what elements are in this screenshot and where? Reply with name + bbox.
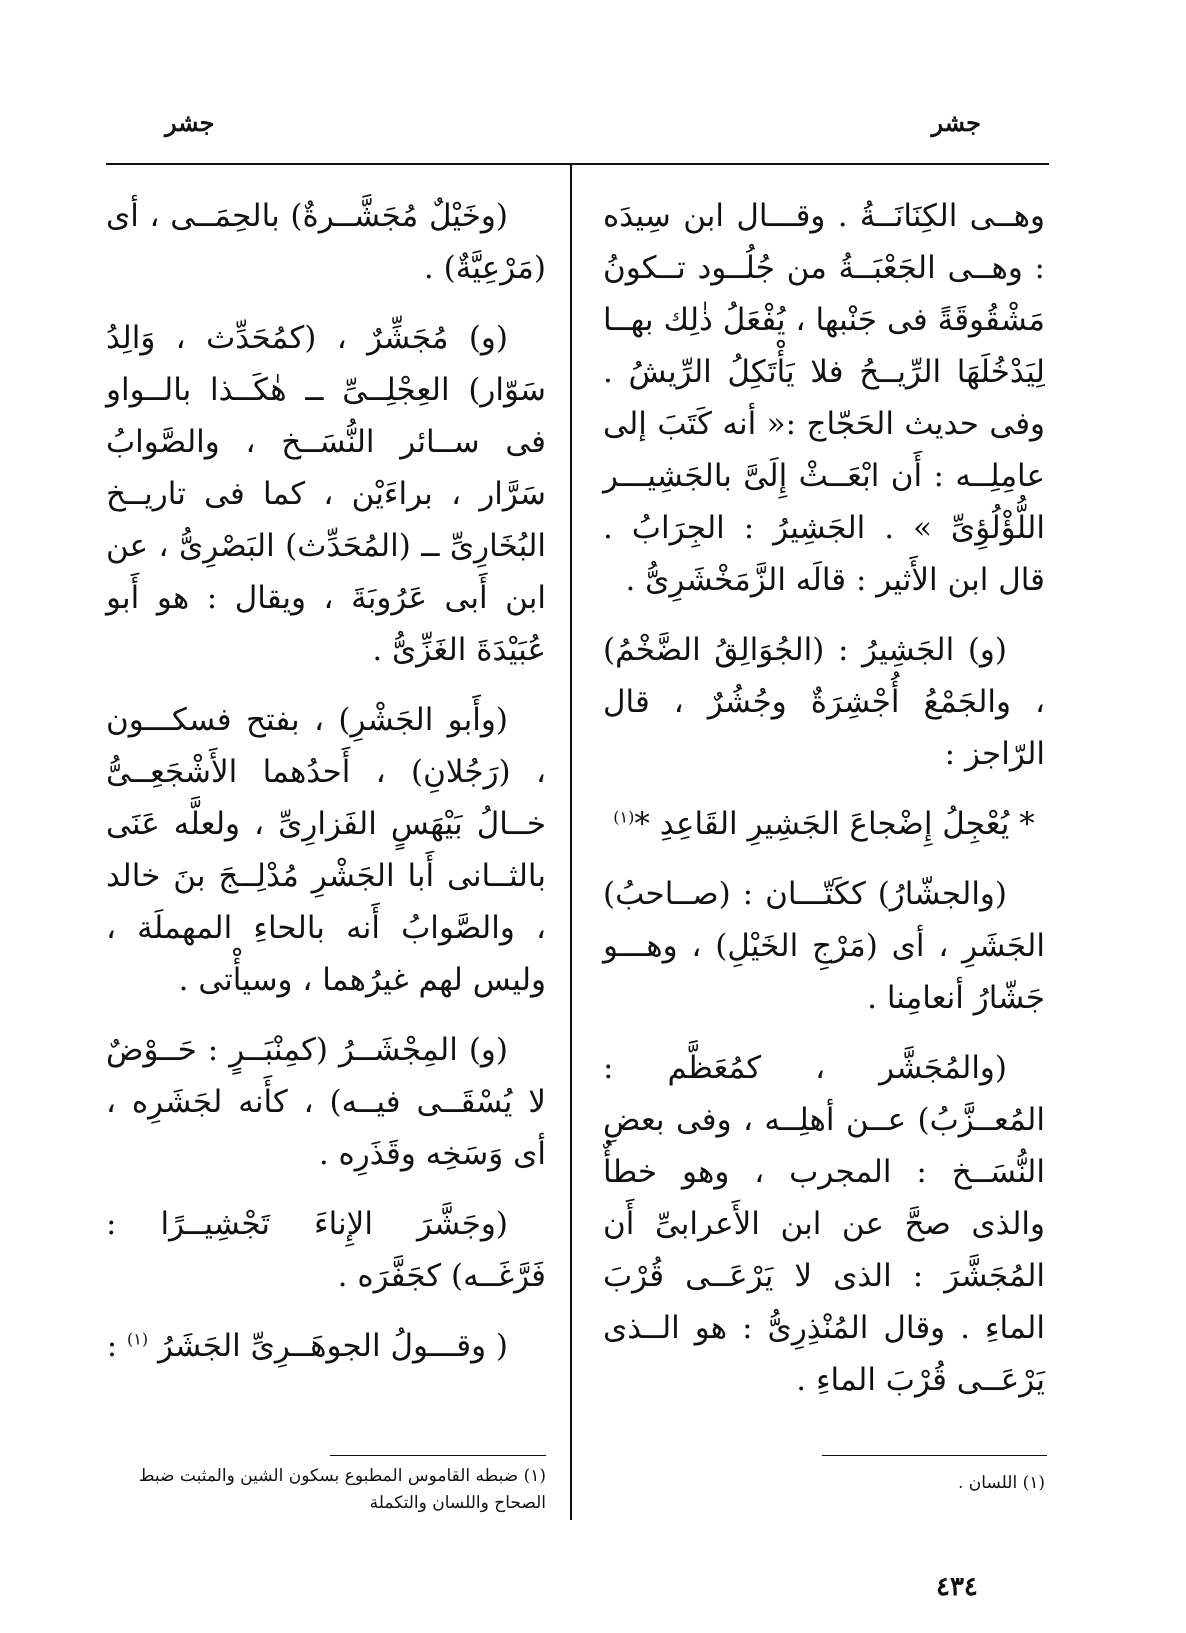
footnote-rule-right xyxy=(822,1455,1047,1456)
right-paragraph-1: وهــى الكِنَانَــةُ . وقـــال ابن سِيدَه : وهــى الجَعْبَــةُ من جُلُــود تــكونُ مَشْقُوقَةً فى جَنْبها ، يُفْعَلُ ذٰلِك بهــا لِيَدْخُلَهَا الرِّيــحُ فلا يَأْتَكِلُ الرِّيشُ . وفى حديث الحَجّاج :« أنه كَتَبَ إلى عامِلِــه : أَن ابْعَــثْ إِلَىَّ بالجَشِيـــر اللُّؤْلُؤِىِّ » . الجَشِيرُ : الجِرَابُ . قال ابن الأَثير : قالَه الزَّمَخْشَرِىُّ . xyxy=(603,198,1045,598)
right-paragraph-3: (والجشّارُ) ككَتّـــان : (صــاحبُ) الجَشَرِ ، أى (مَرْجِ الخَيْلِ) ، وهـــو جَشّارُ أنعامِنا . xyxy=(603,876,1045,1016)
header-rule xyxy=(106,163,1049,165)
left-paragraph-2: (و) مُجَشِّرٌ ، (كمُحَدِّث ، وَالِدُ سَوّار) العِجْلِــىِّ ــ هٰكَــذا بالــواو فى ســائر النُّسَــخ ، والصَّوابُ سَرَّار ، براءَيْن ، كما فى تاريــخ البُخَارِىِّ ــ (المُحَدِّث) البَصْرِىُّ ، عن ابن أَبى عَرُوبَةَ ، ويقال : هو أَبو عُبَيْدَةَ الغَزِّىُّ . xyxy=(106,320,546,668)
column-divider xyxy=(570,165,572,1520)
header-left-word: جشر xyxy=(165,108,215,137)
left-paragraph-1: (وخَيْلٌ مُجَشَّــرةٌ) بالحِمَــى ، أى (مَرْعِيَّةٌ) . xyxy=(106,198,546,286)
left-column xyxy=(106,190,546,1390)
verse-text: * يُعْجِلُ إِضْجاعَ الجَشِيرِ القَاعِدِ * xyxy=(634,806,1035,842)
verse-footnote-marker: (١) xyxy=(613,807,635,827)
left-footnote-marker: (١) xyxy=(127,1329,149,1349)
left-paragraph-6 xyxy=(106,1320,546,1372)
right-column xyxy=(603,190,1045,1424)
verse-line xyxy=(603,798,1045,850)
right-paragraph-2: (و) الجَشِيرُ : (الجُوَالِقُ الضَّخْمُ) ، والجَمْعُ أُجْشِرَةٌ وجُشُرٌ ، قال الرّاجز : xyxy=(603,632,1045,772)
page-number: ٤٣٤ xyxy=(936,1572,978,1602)
footnote-right: (١) اللسان . xyxy=(958,1473,1045,1493)
left-paragraph-6-tail: : xyxy=(106,1328,118,1364)
right-paragraph-4: (والمُجَشَّر ، كمُعَظَّم : المُعــزَّبُ) عــن أهلِــه ، وفى بعضِ النُّسَــخ : المجرب ، وهو خطأٌ والذى صحَّ عن ابن الأَعرابىِّ أَن المُجَشَّرَ : الذى لا يَرْعَــى قُرْبَ الماءِ . وقال المُنْذِرِىُّ : هو الــذى يَرْعَــى قُرْبَ الماءِ . xyxy=(603,1050,1045,1398)
footnote-left: (١) ضبطه القاموس المطبوع بسكون الشين والمثبت ضبط الصحاح واللسان والتكملة xyxy=(138,1466,546,1513)
header-right-word: جشر xyxy=(931,108,981,137)
left-paragraph-4: (و) المِجْشَــرُ (كمِنْبَــرٍ : حَــوْضٌ لا يُسْقَــى فيــه) ، كأَنه لجَشَرِه ، أى وَسَخِه وقَذَرِه . xyxy=(106,1032,546,1172)
left-paragraph-5: (وجَشَّرَ الإِناءَ تَجْشِيــرًا : فَرَّغَــه) كجَفَّرَه . xyxy=(106,1206,546,1294)
left-paragraph-6-text: ( وقـــولُ الجوهَــرِىِّ الجَشَرُ xyxy=(157,1328,508,1364)
left-paragraph-3: (وأَبو الجَشْرِ) ، بفتح فسكـــون ، (رَجُلانِ) ، أَحدُهما الأَشْجَعِــىُّ خــالُ بَيْهَسٍ الفَزارِىِّ ، ولعلَّه عَنَى بالثــانى أَبا الجَشْرِ مُدْلِــجَ بنَ خالد ، والصَّوابُ أَنه بالحاءِ المهملَة ، وليس لهم غيرُهما ، وسيأْتى . xyxy=(106,702,546,998)
footnote-rule-left xyxy=(330,1455,546,1456)
